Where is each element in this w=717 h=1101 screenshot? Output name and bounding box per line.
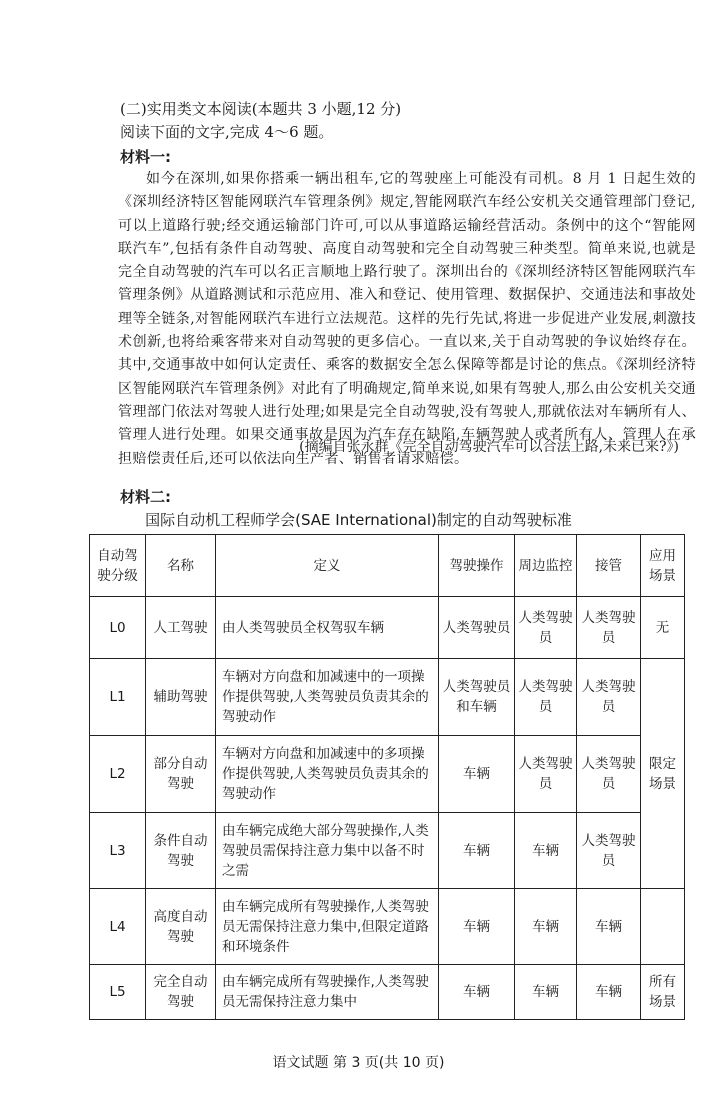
level-cell: L2	[90, 736, 146, 813]
table-title: 国际自动机工程师学会(SAE International)制定的自动驾驶标准	[145, 511, 572, 529]
monitoring-cell: 车辆	[515, 813, 577, 889]
reading-instruction: 阅读下面的文字,完成 4～6 题。	[120, 123, 334, 141]
table-row	[90, 965, 685, 1020]
scene-cell: 无	[641, 597, 685, 659]
name-cell: 人工驾驶	[146, 597, 216, 659]
name-cell: 完全自动驾驶	[146, 965, 216, 1020]
scene-cell: 所有场景	[641, 965, 685, 1020]
table-row	[90, 597, 685, 659]
scene-cell-empty	[641, 889, 685, 965]
header-cell: 应用场景	[641, 535, 685, 597]
level-cell: L1	[90, 659, 146, 736]
operation-cell: 车辆	[439, 813, 515, 889]
page-footer: 语文试题 第 3 页(共 10 页)	[272, 1055, 445, 1071]
definition-cell: 由车辆完成所有驾驶操作,人类驾驶员无需保持注意力集中,但限定道路和环境条件	[216, 889, 439, 965]
level-cell: L0	[90, 597, 146, 659]
definition-cell: 车辆对方向盘和加减速中的一项操作提供驾驶,人类驾驶员负责其余的驾驶动作	[216, 659, 439, 736]
material1-body: 如今在深圳,如果你搭乘一辆出租车,它的驾驶座上可能没有司机。8 月 1 日起生效的《深圳经济特区智能网联汽车管理条例》规定,智能网联汽车经公安机关交通管理部门登记,可以上道路行驶;经交通运输部门许可,可以从事道路运输经营活动。条例中的这个“智能网联汽车”,包括有条件自动驾驶、高度自动驾驶和完全自动驾驶三种类型。简单来说,也就是完全自动驾驶的汽车可以名正言顺地上路行驶了。深圳出台的《深圳经济特区智能网联汽车管理条例》从道路测试和示范应用、准入和登记、使用管理、数据保护、交通违法和事故处理等全链条,对智能网联汽车进行立法规范。这样的先行先试,将进一步促进产业发展,刺激技术创新,也将给乘客带来对自动驾驶的更多信心。一直以来,关于自动驾驶的争议始终存在。其中,交通事故中如何认定责任、乘客的数据安全怎么保障等都是讨论的焦点。《深圳经济特区智能网联汽车管理条例》对此有了明确规定,简单来说,如果有驾驶人,那么由公安机关交通管理部门依法对驾驶人进行处理;如果是完全自动驾驶,没有驾驶人,那就依法对车辆所有人、管理人进行处理。如果交通事故是因为汽车存在缺陷,车辆驾驶人或者所有人、管理人在承担赔偿责任后,还可以依法向生产者、销售者请求赔偿。	[118, 171, 696, 467]
monitoring-cell: 车辆	[515, 965, 577, 1020]
scene-cell-limited: 限定场景	[641, 659, 685, 889]
definition-cell: 由车辆完成所有驾驶操作,人类驾驶员无需保持注意力集中	[216, 965, 439, 1020]
monitoring-cell: 人类驾驶员	[515, 736, 577, 813]
header-cell: 接管	[577, 535, 641, 597]
table-row	[90, 813, 685, 889]
material2-label: 材料二:	[120, 488, 171, 506]
takeover-cell: 人类驾驶员	[577, 597, 641, 659]
takeover-cell: 人类驾驶员	[577, 813, 641, 889]
operation-cell: 车辆	[439, 889, 515, 965]
name-cell: 条件自动驾驶	[146, 813, 216, 889]
operation-cell: 车辆	[439, 965, 515, 1020]
table-row	[90, 736, 685, 813]
takeover-cell: 车辆	[577, 889, 641, 965]
header-cell: 定义	[216, 535, 439, 597]
monitoring-cell: 车辆	[515, 889, 577, 965]
operation-cell: 人类驾驶员	[439, 597, 515, 659]
material1-source: (摘编自张永群《完全自动驾驶汽车可以合法上路,未来已来?》)	[299, 439, 679, 455]
takeover-cell: 人类驾驶员	[577, 736, 641, 813]
material1-label: 材料一:	[120, 148, 171, 166]
header-cell: 名称	[146, 535, 216, 597]
definition-cell: 车辆对方向盘和加减速中的多项操作提供驾驶,人类驾驶员负责其余的驾驶动作	[216, 736, 439, 813]
table-row	[90, 889, 685, 965]
table-header-row	[90, 535, 685, 597]
table-row	[90, 659, 685, 736]
header-cell: 周边监控	[515, 535, 577, 597]
autonomous-driving-standard-table	[89, 534, 685, 1020]
level-cell: L3	[90, 813, 146, 889]
definition-cell: 由人类驾驶员全权驾驭车辆	[216, 597, 439, 659]
operation-cell: 人类驾驶员和车辆	[439, 659, 515, 736]
section-heading: (二)实用类文本阅读(本题共 3 小题,12 分)	[120, 100, 402, 118]
name-cell: 高度自动驾驶	[146, 889, 216, 965]
takeover-cell: 车辆	[577, 965, 641, 1020]
name-cell: 辅助驾驶	[146, 659, 216, 736]
monitoring-cell: 人类驾驶员	[515, 597, 577, 659]
takeover-cell: 人类驾驶员	[577, 659, 641, 736]
definition-cell: 由车辆完成绝大部分驾驶操作,人类驾驶员需保持注意力集中以备不时之需	[216, 813, 439, 889]
header-cell: 驾驶操作	[439, 535, 515, 597]
level-cell: L5	[90, 965, 146, 1020]
name-cell: 部分自动驾驶	[146, 736, 216, 813]
operation-cell: 车辆	[439, 736, 515, 813]
level-cell: L4	[90, 889, 146, 965]
monitoring-cell: 人类驾驶员	[515, 659, 577, 736]
header-cell: 自动驾驶分级	[90, 535, 146, 597]
